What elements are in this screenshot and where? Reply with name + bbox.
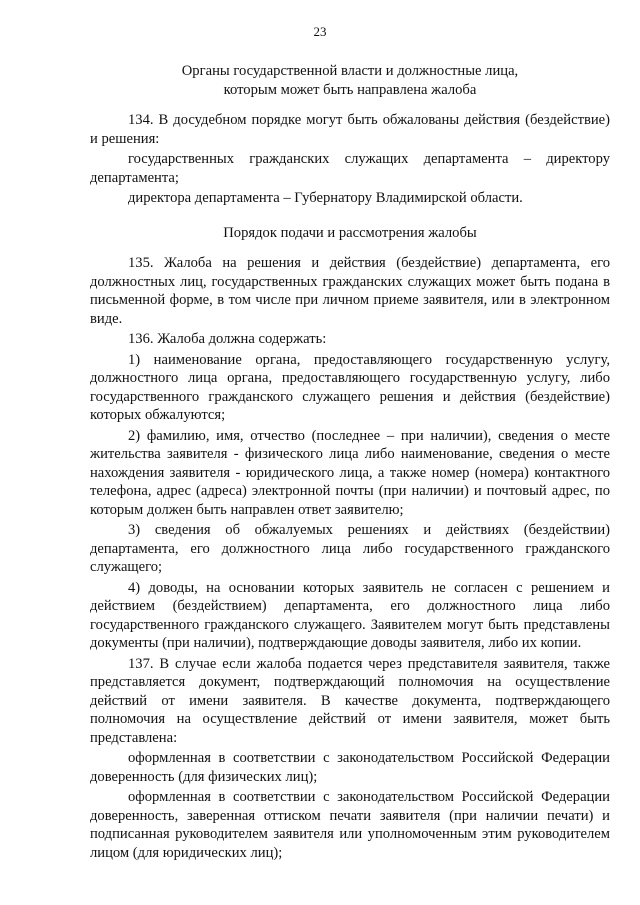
paragraph-power-of-attorney-individuals: оформленная в соответствии с законодательством Российской Федерации доверенность (для физических лиц); (90, 750, 610, 785)
paragraph-135: 135. Жалоба на решения и действия (бездействие) департамента, его должностных лиц, государственных гражданских служащих может быть подана в письменной форме, в том числе при личном приеме заявителя, или в электронном виде. (90, 255, 610, 327)
heading-line: Порядок подачи и рассмотрения жалобы (223, 224, 477, 241)
document-body (90, 62, 610, 864)
paragraph-appeal-to-governor: директора департамента – Губернатору Владимирской области. (128, 190, 523, 206)
list-item-4: 4) доводы, на основании которых заявитель не согласен с решением и действием (бездействием) департамента, его должностного лица либо государственного гражданского служащего. Заявителем могут быть представлены документы (при наличии), подтверждающие доводы заявителя, либо их копии. (90, 579, 610, 651)
paragraph-power-of-attorney-legal-entities: оформленная в соответствии с законодательством Российской Федерации доверенность, заверенная оттиском печати заявителя (при наличии печати) и подписанная руководителем заявителя или уполномоченным этим руководителем лицом (для юридических лиц); (90, 789, 610, 861)
list-item-2: 2) фамилию, имя, отчество (последнее – при наличии), сведения о месте жительства заявителя - физического лица либо наименование, сведения о месте нахождения заявителя - юридического лица, а также номер (номера) контактного телефона, адрес (адреса) электронной почты (при наличии) и почтовый адрес, по которым должен быть направлен ответ заявителю; (90, 427, 610, 518)
page-number: 23 (313, 24, 327, 39)
section-heading-authorities (90, 62, 610, 99)
heading-line: которым может быть направлена жалоба (223, 81, 477, 98)
list-item-1: 1) наименование органа, предоставляющего государственную услугу, должностного лица органа, предоставляющего государственную услугу, либо государственного гражданского служащего решения и действия (бездействие) которых обжалуются; (90, 351, 610, 423)
section-heading-procedure (90, 224, 610, 243)
paragraph-appeal-to-director: государственных гражданских служащих департамента – директору департамента; (90, 151, 610, 186)
paragraph-134: 134. В досудебном порядке могут быть обжалованы действия (бездействие) и решения: (90, 112, 610, 147)
paragraph-136: 136. Жалоба должна содержать: (128, 331, 327, 347)
heading-line: Органы государственной власти и должностные лица, (181, 63, 519, 79)
paragraph-137: 137. В случае если жалоба подается через представителя заявителя, также представляется документ, подтверждающий полномочия на осуществление действий от имени заявителя. В качестве документа, подтверждающего полномочия на осуществление действий от имени заявителя, может быть представлена: (90, 655, 610, 746)
list-item-3: 3) сведения об обжалуемых решениях и действиях (бездействии) департамента, его должностного лица либо государственного гражданского служащего; (90, 522, 610, 575)
